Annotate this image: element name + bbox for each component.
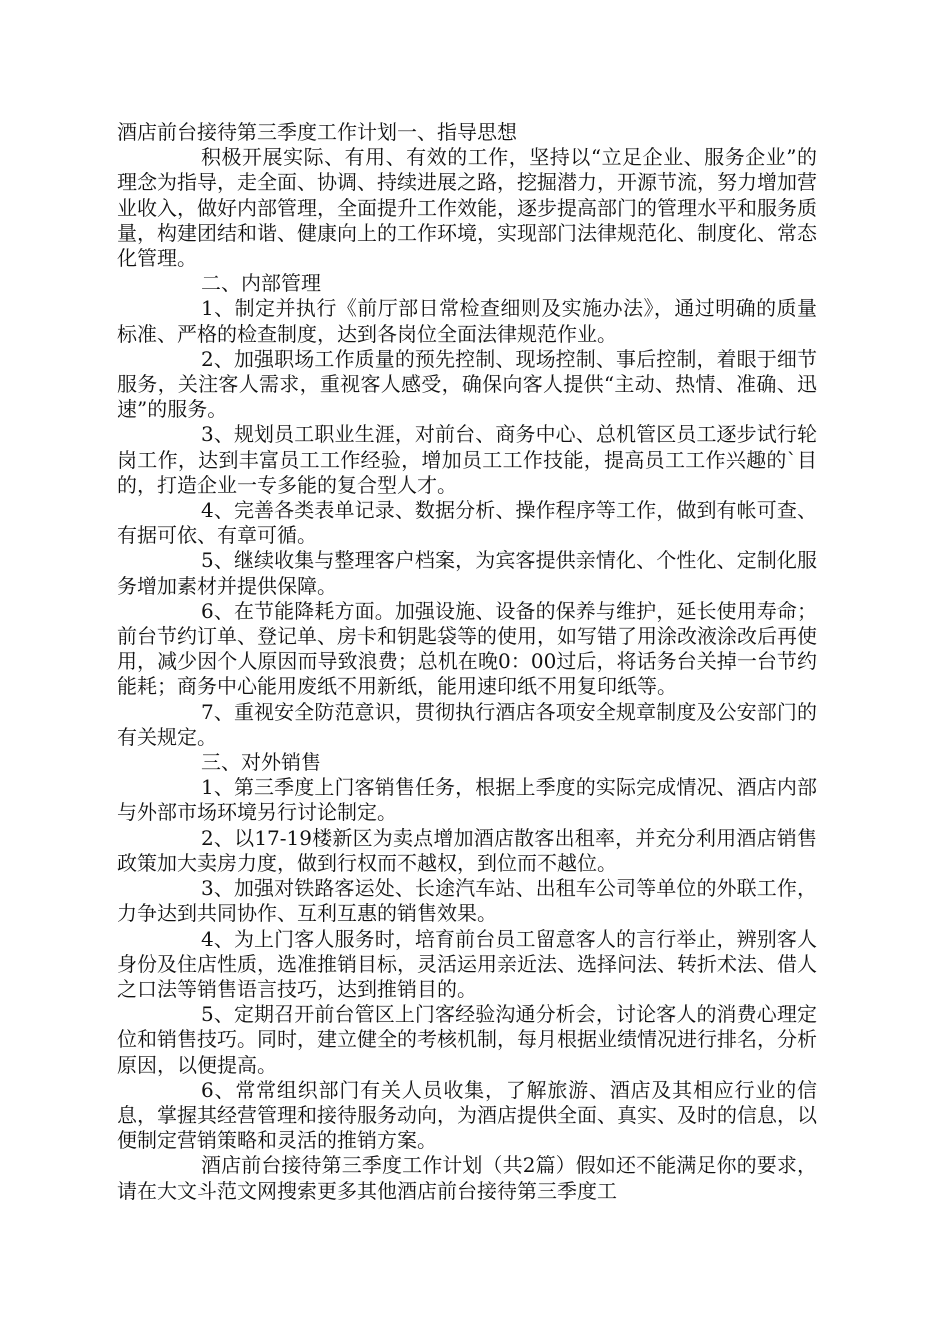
body-paragraph: 4、为上门客人服务时，培育前台员工留意客人的言行举止，辨别客人身份及住店性质，选准推销目标，灵活运用亲近法、选择问法、转折术法、借人之口法等销售语言技巧，达到推销目的。 (117, 926, 817, 1001)
body-paragraph: 2、加强职场工作质量的预先控制、现场控制、事后控制，着眼于细节服务，关注客人需求，重视客人感受，确保向客人提供“主动、热情、准确、迅速”的服务。 (117, 346, 817, 422)
body-paragraph: 5、继续收集与整理客户档案，为宾客提供亲情化、个性化、定制化服务增加素材并提供保障。 (117, 548, 817, 598)
section-heading: 二、内部管理 (201, 271, 321, 296)
body-paragraph: 4、完善各类表单记录、数据分析、操作程序等工作，做到有帐可查、有据可依、有章可循。 (117, 498, 817, 548)
section-heading: 三、对外销售 (201, 750, 321, 775)
body-paragraph: 积极开展实际、有用、有效的工作，坚持以“立足企业、服务企业”的理念为指导，走全面、协调、持续进展之路，挖掘潜力，开源节流，努力增加营业收入，做好内部管理，全面提升工作效能，逐步提高部门的管理水平和服务质量，构建团结和谐、健康向上的工作环境，实现部门法律规范化、制度化、常态化管理。 (117, 145, 817, 271)
body-paragraph: 7、重视安全防范意识，贯彻执行酒店各项安全规章制度及公安部门的有关规定。 (117, 699, 817, 749)
body-paragraph: 1、第三季度上门客销售任务，根据上季度的实际完成情况、酒店内部与外部市场环境另行讨论制定。 (117, 775, 817, 825)
body-paragraph: 1、制定并执行《前厅部日常检查细则及实施办法》，通过明确的质量标准、严格的检查制度，达到各岗位全面法律规范作业。 (117, 296, 817, 346)
document-first-line: 酒店前台接待第三季度工作计划一、指导思想 (117, 120, 517, 144)
document-body (117, 145, 817, 1204)
body-paragraph: 3、规划员工职业生涯，对前台、商务中心、总机管区员工逐步试行轮岗工作，达到丰富员工工作经验，增加员工工作技能，提高员工工作兴趣的`目的，打造企业一专多能的复合型人才。 (117, 422, 817, 497)
body-paragraph: 2、以17-19楼新区为卖点增加酒店散客出租率，并充分利用酒店销售政策加大卖房力度，做到行权而不越权，到位而不越位。 (117, 825, 817, 875)
body-paragraph: 6、常常组织部门有关人员收集，了解旅游、酒店及其相应行业的信息，掌握其经营管理和接待服务动向，为酒店提供全面、真实、及时的信息，以便制定营销策略和灵活的推销方案。 (117, 1077, 817, 1153)
body-paragraph: 5、定期召开前台管区上门客经验沟通分析会，讨论客人的消费心理定位和销售技巧。同时，建立健全的考核机制，每月根据业绩情况进行排名，分析原因，以便提高。 (117, 1002, 817, 1077)
body-paragraph: 3、加强对铁路客运处、长途汽车站、出租车公司等单位的外联工作，力争达到共同协作、互利互惠的销售效果。 (117, 876, 817, 926)
body-paragraph: 酒店前台接待第三季度工作计划（共2篇）假如还不能满足你的要求，请在大文斗范文网搜索更多其他酒店前台接待第三季度工 (117, 1153, 817, 1203)
document-page (117, 120, 817, 1204)
body-paragraph: 6、在节能降耗方面。加强设施、设备的保养与维护，延长使用寿命；前台节约订单、登记单、房卡和钥匙袋等的使用，如写错了用涂改液涂改后再使用，减少因个人原因而导致浪费；总机在晚0：00过后，将话务台关掉一台节约能耗；商务中心能用废纸不用新纸，能用速印纸不用复印纸等。 (117, 598, 817, 699)
